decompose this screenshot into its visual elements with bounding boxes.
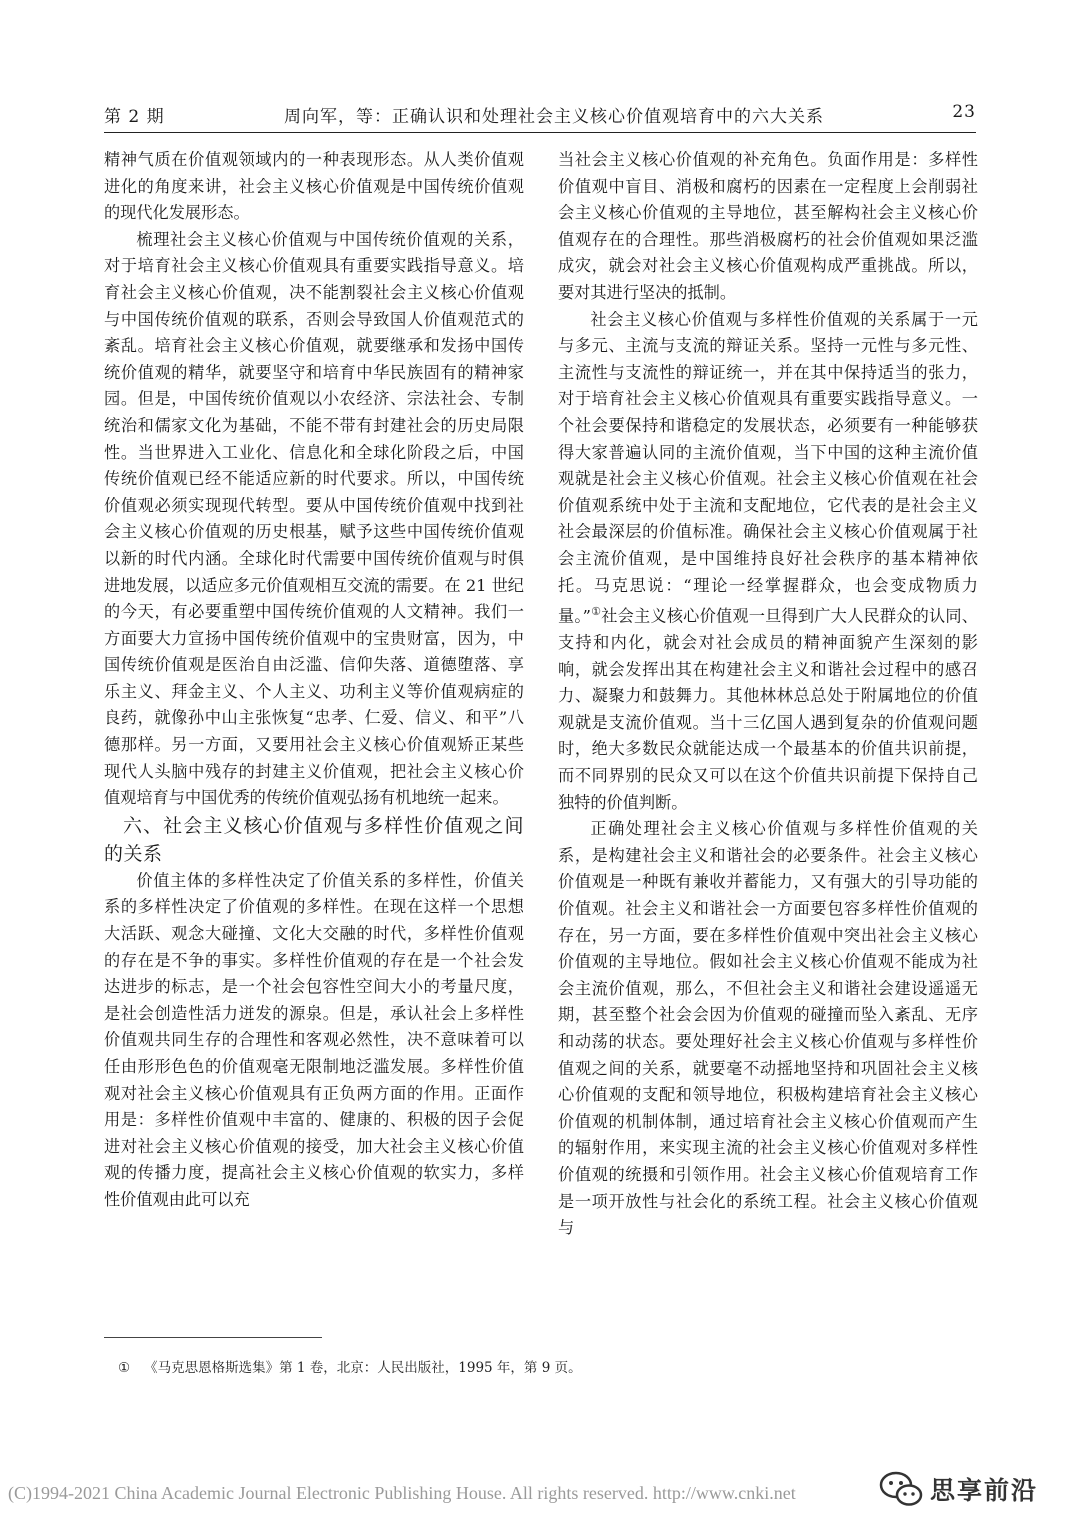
paragraph: 梳理社会主义核心价值观与中国传统价值观的关系，对于培育社会主义核心价值观具有重要实践指导意义。培育社会主义核心价值观，决不能割裂社会主义核心价值观与中国传统价值观的联系，否则会导致国人价值观范式的紊乱。培育社会主义核心价值观，就要继承和发扬中国传统价值观的精华，就要坚守和培育中华民族固有的精神家园。但是，中国传统价值观以小农经济、宗法社会、专制统治和儒家文化为基础，不能不带有封建社会的历史局限性。当世界进入工业化、信息化和全球化阶段之后，中国传统价值观已经不能适应新的时代要求。所以，中国传统价值观必须实现现代转型。要从中国传统价值观中找到社会主义核心价值观的历史根基，赋予这些中国传统价值观以新的时代内涵。全球化时代需要中国传统价值观与时俱进地发展，以适应多元价值观相互交流的需要。在 21 世纪的今天，有必要重塑中国传统价值观的人文精神。我们一方面要大力宣扬中国传统价值观中的宝贵财富，因为，中国传统价值观是医治自由泛滥、信仰失落、道德堕落、享乐主义、拜金主义、个人主义、功利主义等价值观病症的良药，就像孙中山主张恢复“忠孝、仁爱、信义、和平”八德那样。另一方面，又要用社会主义核心价值观矫正某些现代人头脑中残存的封建主义价值观，把社会主义核心价值观培育与中国优秀的传统价值观弘扬有机地统一起来。 <box>104 229 524 808</box>
footnote-text: 《马克思恩格斯选集》第 1 卷，北京：人民出版社，1995 年，第 9 页。 <box>144 1360 582 1376</box>
section-heading: 六、社会主义核心价值观与多样性价值观之间的关系 <box>104 814 524 865</box>
paragraph: 当社会主义核心价值观的补充角色。负面作用是：多样性价值观中盲目、消极和腐朽的因素在一定程度上会削弱社会主义核心价值观的主导地位，甚至解构社会主义核心价值观存在的合理性。那些消极腐朽的社会价值观如果泛滥成灾，就会对社会主义核心价值观构成严重挑战。所以，要对其进行坚决的抵制。 <box>558 150 978 302</box>
running-title: 周向军，等：正确认识和处理社会主义核心价值观培育中的六大关系 <box>284 107 824 127</box>
left-column <box>104 147 524 1214</box>
right-column <box>558 147 978 1242</box>
footnote-reference[interactable]: ① <box>590 605 602 619</box>
footnote-divider <box>104 1337 322 1338</box>
paragraph: 价值主体的多样性决定了价值关系的多样性，价值关系的多样性决定了价值观的多样性。在现在这样一个思想大活跃、观念大碰撞、文化大交融的时代，多样性价值观的存在是不争的事实。多样性价值观的存在是一个社会发达进步的标志，是一个社会包容性空间大小的考量尺度，是社会创造性活力迸发的源泉。但是，承认社会上多样性价值观共同生存的合理性和客观必然性，决不意味着可以任由形形色色的价值观毫无限制地泛滥发展。多样性价值观对社会主义核心价值观具有正负两方面的作用。正面作用是：多样性价值观中丰富的、健康的、积极的因子会促进对社会主义核心价值观的接受，加大社会主义核心价值观的传播力度，提高社会主义核心价值观的软实力，多样性价值观由此可以充 <box>104 870 524 1209</box>
issue-number: 第 2 期 <box>104 107 165 127</box>
copyright-notice: (C)1994-2021 China Academic Journal Electronic Publishing House. All rights reserved. http://www.cnki.net <box>8 1483 796 1503</box>
running-header <box>104 100 976 133</box>
paragraph-text: 社会主义核心价值观一旦得到广大人民群众的认同、支持和内化，就会对社会成员的精神面貌产生深刻的影响，就会发挥出其在构建社会主义和谐社会过程中的感召力、凝聚力和鼓舞力。其他林林总总处于附属地位的价值观就是支流价值观。当十三亿国人遇到复杂的价值观问题时，绝大多数民众就能达成一个最基本的价值共识前提，而不同界别的民众又可以在这个价值共识前提下保持自己独特的价值判断。 <box>558 606 978 812</box>
page-number: 23 <box>952 102 976 122</box>
paragraph: 精神气质在价值观领域内的一种表现形态。从人类价值观进化的角度来讲，社会主义核心价值观是中国传统价值观的现代化发展形态。 <box>104 150 524 223</box>
paragraph: 正确处理社会主义核心价值观与多样性价值观的关系，是构建社会主义和谐社会的必要条件。社会主义核心价值观是一种既有兼收并蓄能力，又有强大的引导功能的价值观。社会主义和谐社会一方面要包容多样性价值观的存在，另一方面，要在多样性价值观中突出社会主义核心价值观的主导地位。假如社会主义核心价值观不能成为社会主流价值观，那么，不但社会主义和谐社会建设遥遥无期，甚至整个社会会因为价值观的碰撞而坠入紊乱、无序和动荡的状态。要处理好社会主义核心价值观与多样性价值观之间的关系，就要毫不动摇地坚持和巩固社会主义核心价值观的支配和领导地位，积极构建培育社会主义核心价值观的机制体制，通过培育社会主义核心价值观而产生的辐射作用，来实现主流的社会主义核心价值观对多样性价值观的统摄和引领作用。社会主义核心价值观培育工作是一项开放性与社会化的系统工程。社会主义核心价值观与 <box>558 819 978 1238</box>
wechat-icon <box>878 1470 924 1508</box>
footnote-mark: ① <box>118 1360 131 1376</box>
footnote <box>118 1356 582 1376</box>
paragraph <box>558 307 978 817</box>
watermark <box>878 1470 1038 1508</box>
paragraph-text: 社会主义核心价值观与多样性价值观的关系属于一元与多元、主流与支流的辩证关系。坚持一元性与多元性、主流性与支流性的辩证统一，并在其中保持适当的张力，对于培育社会主义核心价值观具有重要实践指导意义。一个社会要保持和谐稳定的发展状态，必须要有一种能够获得大家普遍认同的主流价值观，当下中国的这种主流价值观就是社会主义核心价值观。社会主义核心价值观在社会价值观系统中处于主流和支配地位，它代表的是社会主义社会最深层的价值标准。确保社会主义核心价值观属于社会主流价值观，是中国维持良好社会秩序的基本精神依托。马克思说：“理论一经掌握群众，也会变成物质力量。” <box>558 309 978 626</box>
watermark-text: 思享前沿 <box>930 1476 1039 1505</box>
